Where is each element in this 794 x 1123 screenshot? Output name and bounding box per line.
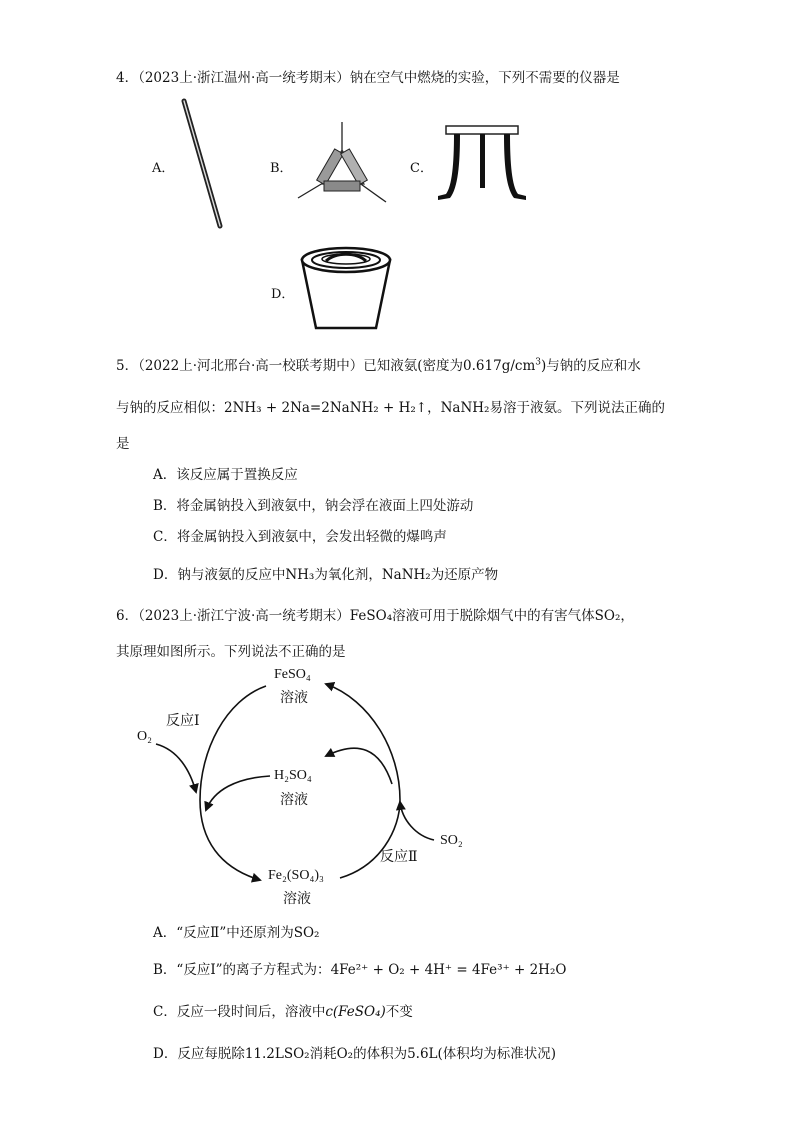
fe2so43-node-solution: 溶液 <box>283 892 311 907</box>
o2-label: O₂ <box>137 729 152 744</box>
q6-option-b[interactable]: B．“反应Ⅰ”的离子方程式为：4Fe²⁺ + O₂ + 4H⁺ = 4Fe³⁺ + 2H₂O <box>153 962 567 978</box>
q5-option-c[interactable]: C．将金属钠投入到液氨中，会发出轻微的爆鸣声 <box>153 529 447 545</box>
tripod-icon <box>434 124 530 204</box>
h2so4-to-reaction1-arrow <box>206 776 270 810</box>
q5-stem-line3: 是 <box>116 436 130 452</box>
glass-rod-icon <box>176 98 228 230</box>
q5-option-a[interactable]: A．该反应属于置换反应 <box>153 467 298 483</box>
q6-option-a[interactable]: A．“反应Ⅱ”中还原剂为SO₂ <box>153 925 320 941</box>
density-unit: g/cm <box>501 358 536 374</box>
q6-stem-line2: 其原理如图所示。下列说法不正确的是 <box>116 644 346 660</box>
feso4-node-label: FeSO₄ <box>274 667 311 682</box>
q5-option-d[interactable]: D．钠与液氨的反应中NH₃为氧化剂，NaNH₂为还原产物 <box>153 567 499 583</box>
reaction2-label: 反应Ⅱ <box>380 850 418 865</box>
reaction1-label: 反应Ⅰ <box>166 714 200 729</box>
o2-inlet-arrow <box>156 744 196 792</box>
q5-stem-line1: 5．（2022上·河北邢台·高一校联考期中）已知液氨(密度为$0.617g/cm^3$)与钠的反应和水 <box>116 357 641 374</box>
density-value: 0.617 <box>463 358 502 374</box>
q6-stem-line1: 6．（2023上·浙江宁波·高一统考期末）FeSO₄溶液可用于脱除烟气中的有害气体SO₂， <box>116 608 634 624</box>
h2so4-node-label: H₂SO₄ <box>274 768 312 783</box>
q4-option-d-label: D． <box>271 287 295 302</box>
ionic-equation: 4Fe²⁺ + O₂ + 4H⁺ = 4Fe³⁺ + 2H₂O <box>330 962 567 978</box>
crucible-icon <box>298 244 394 332</box>
q6-option-d[interactable]: D．反应每脱除11.2LSO₂消耗O₂的体积为5.6L(体积均为标准状况) <box>153 1046 557 1062</box>
q4-option-b-label: B． <box>270 161 293 176</box>
so2-label: SO₂ <box>440 833 463 848</box>
reaction-equation: 2NH₃ + 2Na=2NaNH₂ + H₂↑ <box>224 400 428 416</box>
q5-stem-line2: 与钠的反应相似：2NH₃ + 2Na=2NaNH₂ + H₂↑，NaNH₂易溶于液氨。下列说法正确的 <box>116 400 665 416</box>
q4-option-c-label: C． <box>410 161 433 176</box>
fe2so43-node-label: Fe₂(SO₄)₃ <box>268 868 324 883</box>
q4-stem: 4．（2023上·浙江温州·高一统考期末）钠在空气中燃烧的实验，下列不需要的仪器是 <box>116 70 620 86</box>
q5-option-b[interactable]: B．将金属钠投入到液氨中，钠会浮在液面上四处游动 <box>153 498 474 514</box>
q6-option-c[interactable]: C．反应一段时间后，溶液中c(FeSO₄)不变 <box>153 1004 413 1020</box>
h2so4-node-solution: 溶液 <box>280 793 308 808</box>
reaction2-to-h2so4-arrow <box>326 748 392 784</box>
feso4-node-solution: 溶液 <box>280 691 308 706</box>
clay-triangle-icon <box>296 120 388 202</box>
so2-inlet-arrow <box>400 802 434 840</box>
q4-option-a-label: A． <box>152 161 175 176</box>
